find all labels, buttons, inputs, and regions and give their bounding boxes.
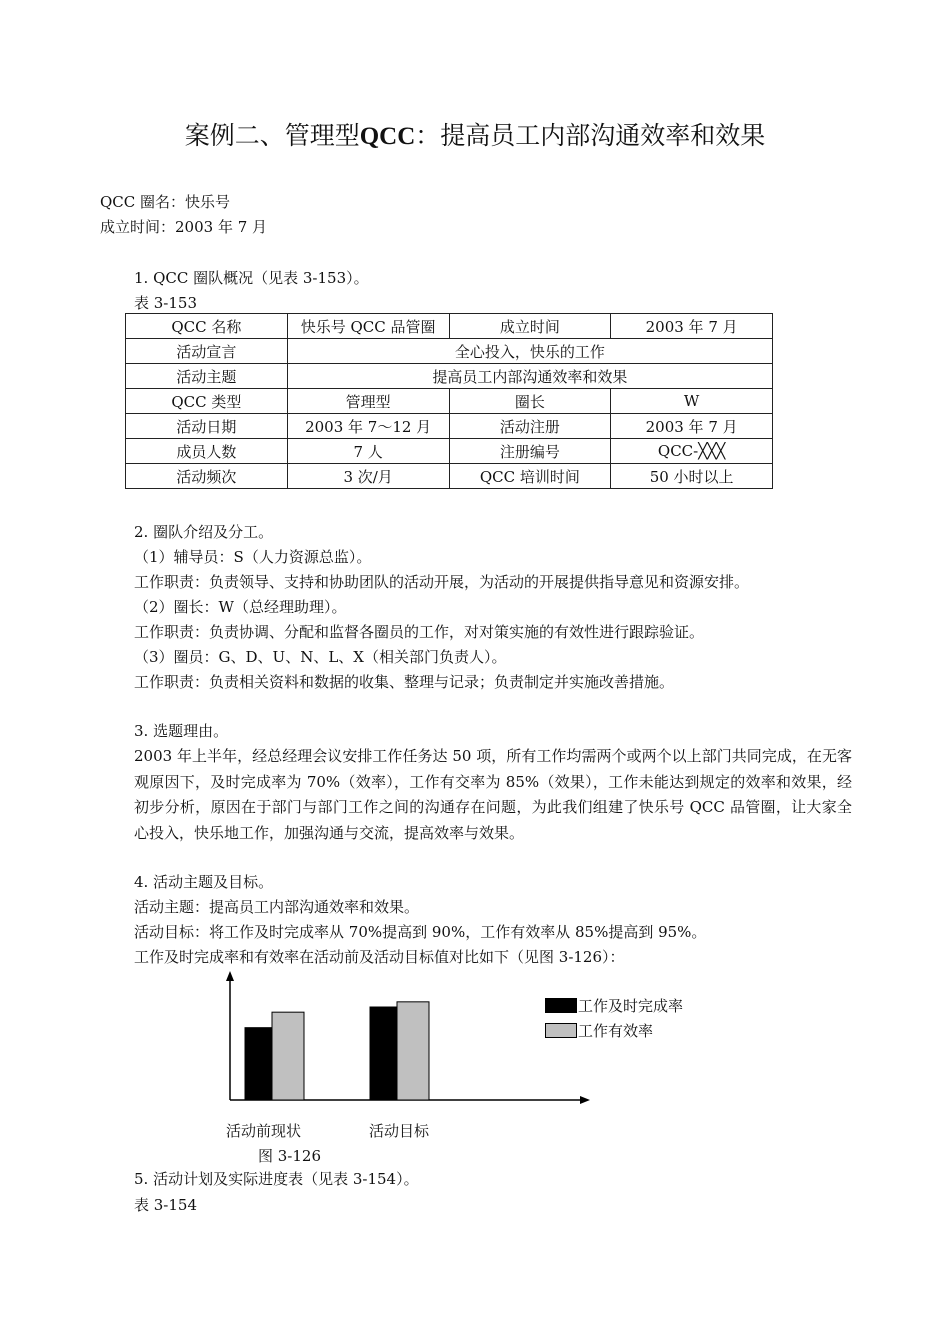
s2-line: （1）辅导员：S（人力资源总监）。: [134, 548, 372, 566]
table-row: [126, 464, 773, 489]
section-1-heading: 1. QCC 圈队概况（见表 3-153）。: [134, 269, 369, 287]
table-cell: 圈长: [449, 389, 611, 414]
table-row: [126, 414, 773, 439]
table-row: [126, 339, 773, 364]
circle-name: QCC 圈名：快乐号: [100, 193, 231, 211]
x-tick-label-before: 活动前现状: [226, 1122, 302, 1140]
title-prefix: 案例二、管理型: [184, 121, 360, 150]
table-3-154-label: 表 3-154: [134, 1196, 198, 1214]
x-tick-label-target: 活动目标: [369, 1122, 430, 1140]
legend-swatch-completion: [545, 998, 577, 1013]
table-cell: 全心投入，快乐的工作: [287, 339, 772, 364]
figure-caption: 图 3-126: [258, 1147, 322, 1165]
table-cell: 注册编号: [449, 439, 611, 464]
title-suffix: ：提高员工内部沟通效率和效果: [415, 121, 766, 150]
s4-line: 活动主题：提高员工内部沟通效率和效果。: [134, 898, 420, 916]
table-3-153-label: 表 3-153: [134, 294, 198, 312]
s2-line: 工作职责：负责相关资料和数据的收集、整理与记录；负责制定并实施改善措施。: [134, 673, 675, 691]
table-cell: 管理型: [287, 389, 449, 414]
s4-line: 工作及时完成率和有效率在活动前及活动目标值对比如下（见图 3-126）：: [134, 948, 625, 966]
table-cell: 成员人数: [126, 439, 288, 464]
table-cell: QCC 培训时间: [449, 464, 611, 489]
table-cell: 50 小时以上: [611, 464, 773, 489]
legend-label-effectiveness: 工作有效率: [578, 1022, 654, 1040]
section-4-heading: 4. 活动主题及目标。: [134, 873, 274, 891]
table-row: [126, 389, 773, 414]
s2-line: （3）圈员：G、D、U、N、L、X（相关部门负责人）。: [134, 648, 507, 666]
title-bold: QCC: [359, 123, 416, 150]
table-cell: 活动日期: [126, 414, 288, 439]
s2-line: （2）圈长：W（总经理助理）。: [134, 598, 347, 616]
s2-line: 工作职责：负责协调、分配和监督各圈员的工作，对对策实施的有效性进行跟踪验证。: [134, 623, 705, 641]
table-cell: 2003 年 7 月: [611, 314, 773, 339]
bar-effectiveness-target: [397, 1002, 429, 1100]
table-cell: 活动频次: [126, 464, 288, 489]
table-cell: 3 次/月: [287, 464, 449, 489]
comparison-bar-chart: [210, 968, 610, 1113]
section-3-heading: 3. 选题理由。: [134, 722, 229, 740]
section-5-heading: 5. 活动计划及实际进度表（见表 3-154）。: [134, 1170, 419, 1188]
section-2-heading: 2. 圈队介绍及分工。: [134, 523, 274, 541]
s4-line: 活动目标：将工作及时完成率从 70%提高到 90%，工作有效率从 85%提高到 95%。: [134, 923, 707, 941]
table-cell: 成立时间: [449, 314, 611, 339]
table-cell: 活动宣言: [126, 339, 288, 364]
table-cell: W: [611, 389, 773, 414]
legend-label-completion: 工作及时完成率: [578, 997, 684, 1015]
table-cell: QCC 类型: [126, 389, 288, 414]
table-cell: 活动注册: [449, 414, 611, 439]
page-title: [0, 116, 950, 152]
y-axis-arrow: [226, 971, 234, 981]
table-row: [126, 364, 773, 389]
table-cell: 快乐号 QCC 品管圈: [287, 314, 449, 339]
table-cell: 2003 年 7 月: [611, 414, 773, 439]
table-cell: QCC-╳╳╳: [611, 439, 773, 464]
table-row: [126, 439, 773, 464]
s3-body: 2003 年上半年，经总经理会议安排工作任务达 50 项，所有工作均需两个或两个以上部门共同完成，在无客观原因下，及时完成率为 70%（效率），工作有交率为 85%（效果），工作未能达到规定的效率和效果，经初步分析，原因在于部门与部门工作之间的沟通存在问题，为此我们组建了快乐号 QCC 品管圈，让大家全心投入，快乐地工作，加强沟通与交流，提高效率与效果。: [134, 747, 852, 842]
s2-line: 工作职责：负责领导、支持和协助团队的活动开展，为活动的开展提供指导意见和资源安排。: [134, 573, 750, 591]
table-row: [126, 314, 773, 339]
table-cell: 7 人: [287, 439, 449, 464]
bar-effectiveness-before: [272, 1012, 304, 1100]
x-axis-arrow: [580, 1096, 590, 1104]
table-cell: 活动主题: [126, 364, 288, 389]
table-cell: 提高员工内部沟通效率和效果: [287, 364, 772, 389]
qcc-overview-table: [125, 313, 773, 489]
founded-date: 成立时间：2003 年 7 月: [100, 218, 268, 236]
table-cell: QCC 名称: [126, 314, 288, 339]
legend-swatch-effectiveness: [545, 1023, 577, 1038]
table-cell: 2003 年 7～12 月: [287, 414, 449, 439]
